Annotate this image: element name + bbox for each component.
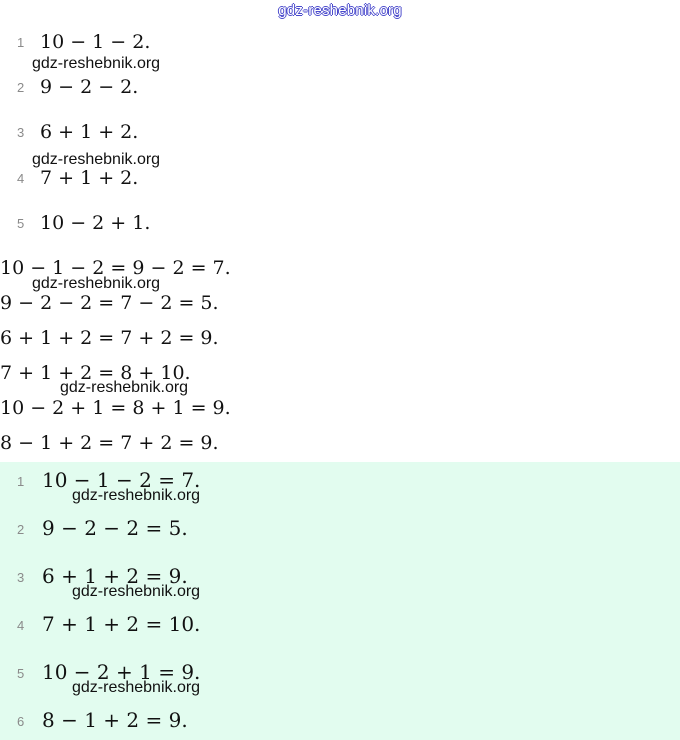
solution-line: 7 + 1 + 2 = 8 + 10. [0, 362, 191, 384]
watermark-text: gdz-reshebnik.org [72, 487, 201, 504]
answer-expression: 10 − 2 + 1 = 9. [42, 660, 201, 684]
solution-line: 9 − 2 − 2 = 7 − 2 = 5. [0, 292, 219, 314]
answer-number: 5 [17, 666, 25, 681]
solution-line: 8 − 1 + 2 = 7 + 2 = 9. [0, 432, 219, 454]
watermark-text: gdz-reshebnik.org [72, 583, 201, 600]
task-number: 1 [17, 35, 25, 50]
answer-number: 1 [17, 474, 25, 489]
watermark-text: gdz-reshebnik.org [32, 55, 161, 72]
answer-number: 3 [17, 570, 25, 585]
watermark-text: gdz-reshebnik.org [72, 679, 201, 696]
answer-number: 6 [17, 714, 25, 729]
task-expression: 10 − 2 + 1. [40, 212, 151, 234]
answer-number: 4 [17, 618, 25, 633]
answer-expression: 8 − 1 + 2 = 9. [42, 708, 188, 732]
answer-expression: 10 − 1 − 2 = 7. [42, 468, 201, 492]
watermark-text: gdz-reshebnik.org [32, 151, 161, 168]
solution-line: 6 + 1 + 2 = 7 + 2 = 9. [0, 327, 219, 349]
task-expression: 9 − 2 − 2. [40, 76, 139, 98]
watermark-text: gdz-reshebnik.org [60, 379, 189, 396]
task-number: 4 [17, 171, 25, 186]
answer-expression: 7 + 1 + 2 = 10. [42, 612, 201, 636]
answer-number: 2 [17, 522, 25, 537]
task-expression: 7 + 1 + 2. [40, 167, 139, 189]
answer-expression: 9 − 2 − 2 = 5. [42, 516, 188, 540]
task-number: 3 [17, 125, 25, 140]
task-number: 5 [17, 216, 25, 231]
site-watermark: gdz-reshebnik.org [278, 2, 402, 19]
answer-expression: 6 + 1 + 2 = 9. [42, 564, 188, 588]
task-expression: 6 + 1 + 2. [40, 121, 139, 143]
solution-line: 10 − 1 − 2 = 9 − 2 = 7. [0, 257, 231, 279]
watermark-text: gdz-reshebnik.org [32, 275, 161, 292]
solution-line: 10 − 2 + 1 = 8 + 1 = 9. [0, 397, 231, 419]
task-number: 2 [17, 80, 25, 95]
task-expression: 10 − 1 − 2. [40, 31, 151, 53]
